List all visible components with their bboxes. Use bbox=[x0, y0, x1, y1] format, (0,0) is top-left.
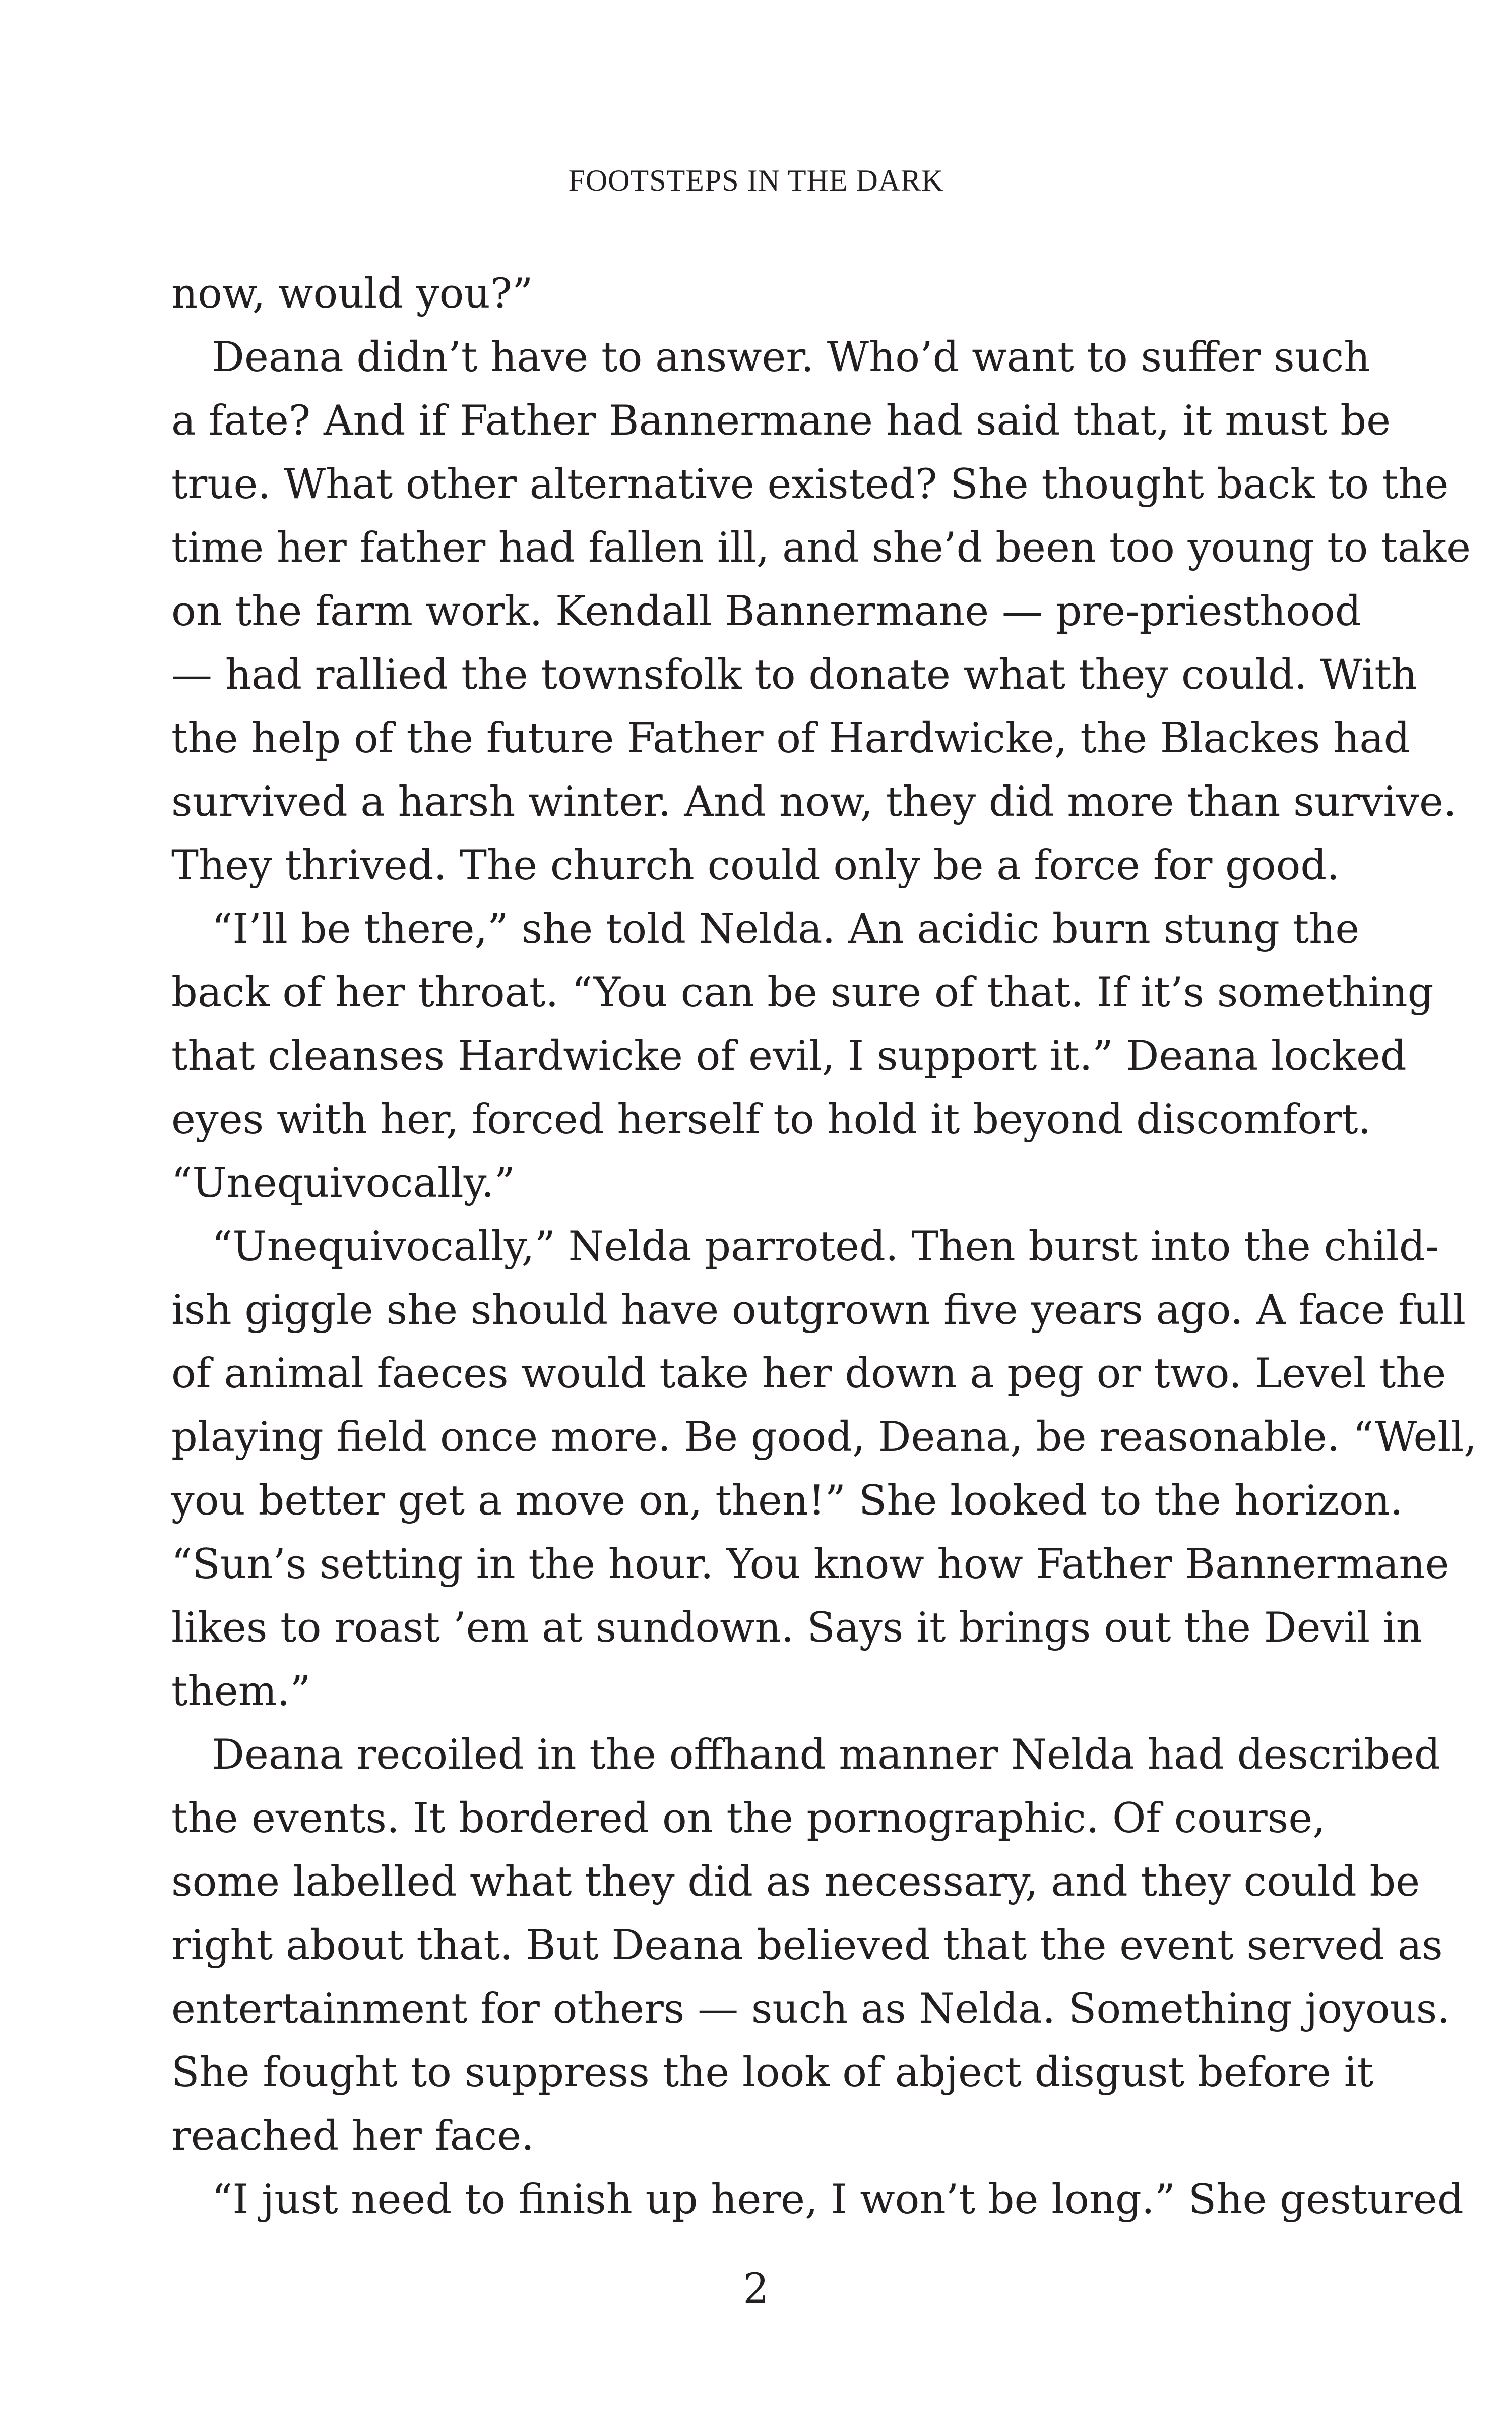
text-line: She fought to suppress the look of abject disgust before it bbox=[171, 2049, 1374, 2096]
text-line: of animal faeces would take her down a peg or two. Level the bbox=[171, 1350, 1446, 1398]
text-line: back of her throat. “You can be sure of that. If it’s something bbox=[171, 969, 1434, 1016]
body-text bbox=[171, 262, 1477, 2231]
text-line: “I’ll be there,” she told Nelda. An acidic burn stung the bbox=[212, 905, 1360, 953]
text-line: on the farm work. Kendall Bannermane — pre-priesthood bbox=[171, 588, 1361, 635]
text-line: you better get a move on, then!” She looked to the horizon. bbox=[171, 1477, 1403, 1525]
text-line: “Unequivocally,” Nelda parroted. Then burst into the child- bbox=[212, 1223, 1439, 1270]
text-line: survived a harsh winter. And now, they did more than survive. bbox=[171, 778, 1457, 826]
text-line: the help of the future Father of Hardwicke, the Blackes had bbox=[171, 715, 1410, 762]
text-line: “Unequivocally.” bbox=[171, 1160, 515, 1207]
text-line: “I just need to finish up here, I won’t be long.” She gestured bbox=[212, 2176, 1464, 2223]
text-line: that cleanses Hardwicke of evil, I support it.” Deana locked bbox=[171, 1033, 1407, 1080]
text-line: right about that. But Deana believed that the event served as bbox=[171, 1922, 1443, 1969]
text-line: eyes with her, forced herself to hold it beyond discomfort. bbox=[171, 1096, 1371, 1143]
text-line: “Sun’s setting in the hour. You know how Father Bannermane bbox=[171, 1541, 1450, 1588]
text-line: Deana didn’t have to answer. Who’d want to suffer such bbox=[212, 334, 1370, 381]
text-line: They thrived. The church could only be a force for good. bbox=[171, 842, 1340, 889]
running-head: FOOTSTEPS IN THE DARK bbox=[568, 164, 944, 197]
text-line: a fate? And if Father Bannermane had said that, it must be bbox=[171, 397, 1391, 445]
text-line: the events. It bordered on the pornographic. Of course, bbox=[171, 1795, 1326, 1842]
text-line: now, would you?” bbox=[171, 270, 533, 318]
text-line: Deana recoiled in the offhand manner Nelda had described bbox=[212, 1731, 1440, 1779]
page-number: 2 bbox=[743, 2265, 769, 2313]
text-line: some labelled what they did as necessary, and they could be bbox=[171, 1858, 1420, 1906]
text-line: them.” bbox=[171, 1668, 311, 1715]
text-line: ish giggle she should have outgrown five years ago. A face full bbox=[171, 1287, 1466, 1334]
text-line: true. What other alternative existed? She thought back to the bbox=[171, 461, 1449, 508]
text-line: likes to roast ’em at sundown. Says it brings out the Devil in bbox=[171, 1604, 1422, 1652]
text-line: playing field once more. Be good, Deana, be reasonable. “Well, bbox=[171, 1414, 1477, 1461]
text-line: reached her face. bbox=[171, 2112, 534, 2160]
text-line: entertainment for others — such as Nelda. Something joyous. bbox=[171, 1985, 1451, 2033]
text-line: — had rallied the townsfolk to donate what they could. With bbox=[171, 651, 1417, 699]
text-line: time her father had fallen ill, and she’d been too young to take bbox=[171, 524, 1471, 572]
